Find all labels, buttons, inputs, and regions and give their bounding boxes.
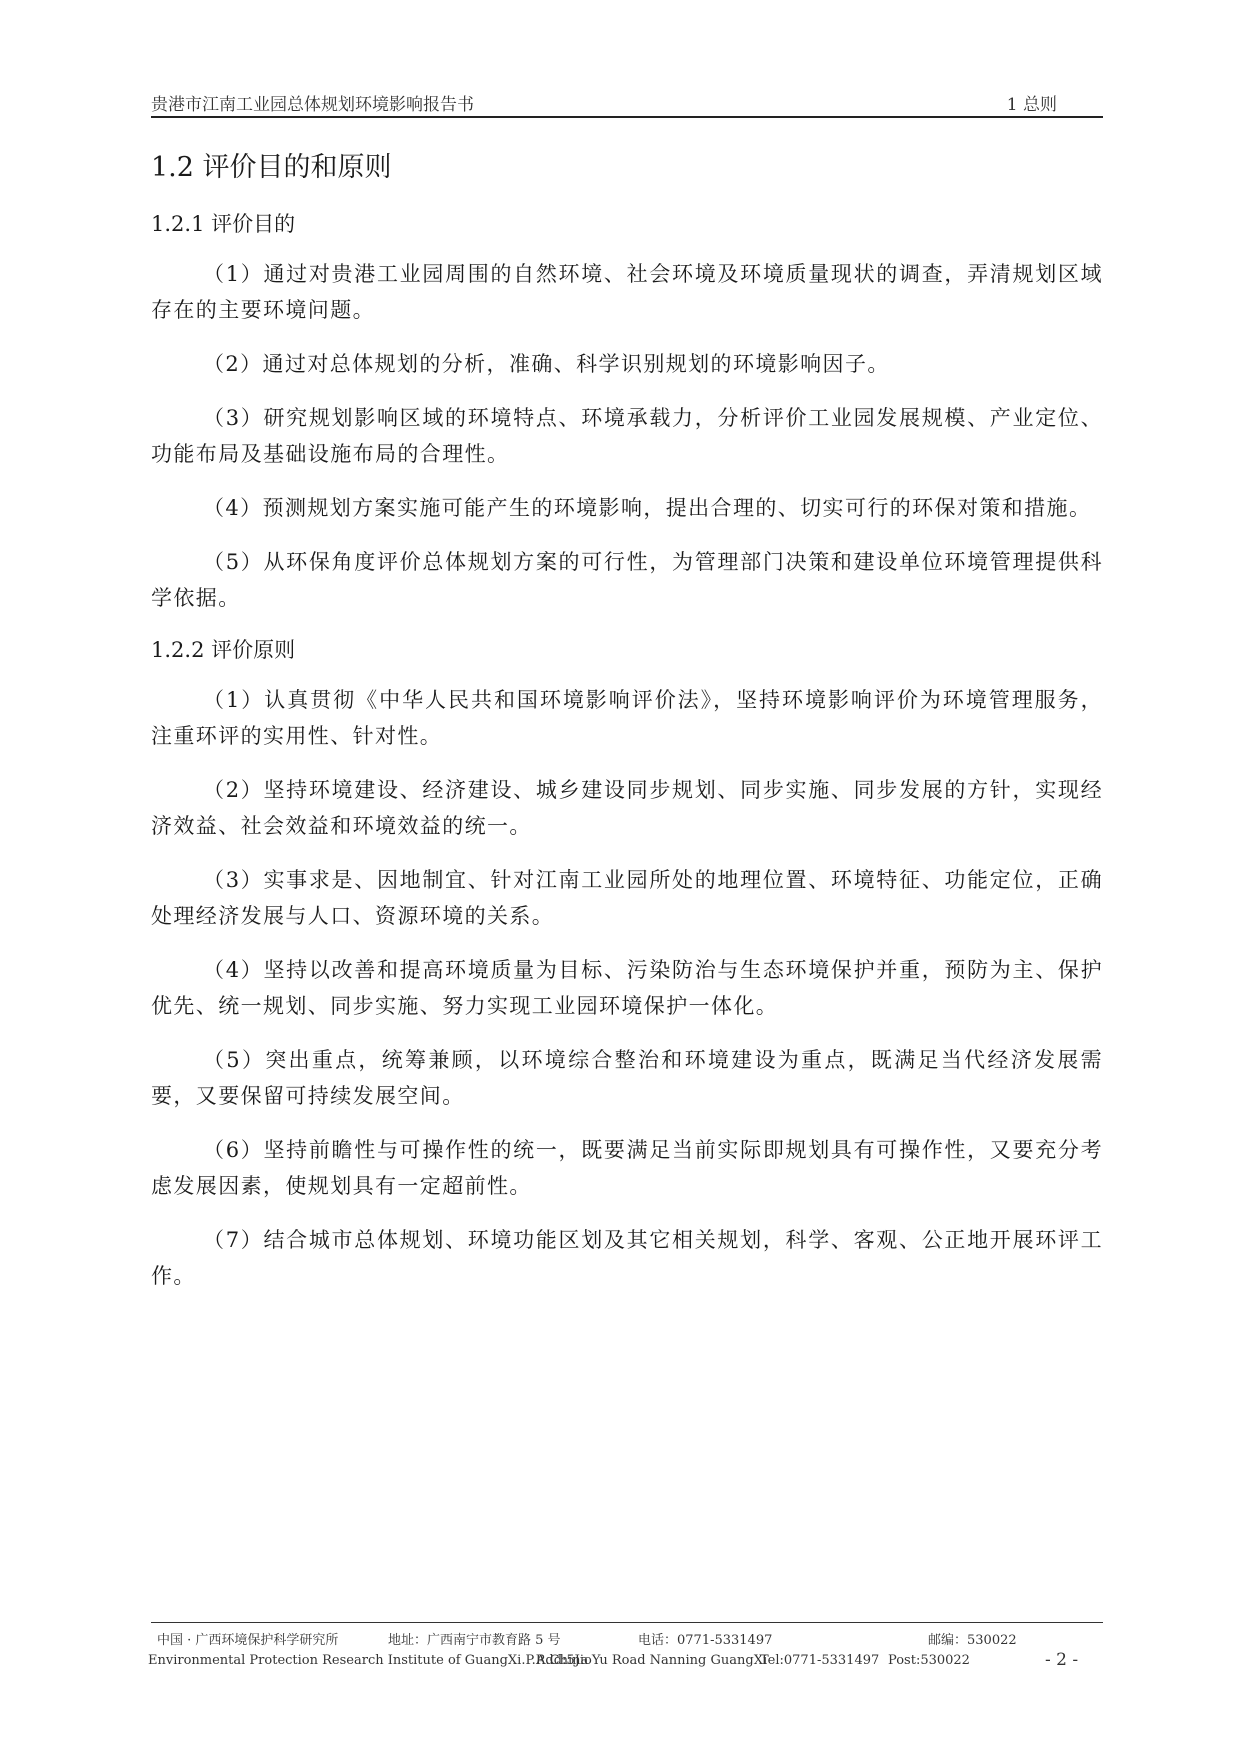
paragraph: （1）认真贯彻《中华人民共和国环境影响评价法》，坚持环境影响评价为环境管理服务，注重环评的实用性、针对性。 [151, 688, 1103, 748]
paragraph: （4）预测规划方案实施可能产生的环境影响，提出合理的、切实可行的环保对策和措施。 [203, 496, 1092, 520]
paragraph: （4）坚持以改善和提高环境质量为目标、污染防治与生态环境保护并重，预防为主、保护优先、统一规划、同步实施、努力实现工业园环境保护一体化。 [151, 958, 1103, 1018]
subsection-title-purpose: 1.2.1 评价目的 [151, 212, 296, 236]
footer-address-cn: 地址：广西南宁市教育路 5 号 [388, 1633, 561, 1648]
footer-phone-en: Tel:0771-5331497 [760, 1653, 880, 1668]
footer-postcode-en: Post:530022 [888, 1653, 970, 1668]
footer-address-en: Add:5JioYu Road Nanning GuangXi [536, 1653, 768, 1668]
footer-divider [151, 1622, 1103, 1623]
paragraph: （2）通过对总体规划的分析，准确、科学识别规划的环境影响因子。 [203, 352, 890, 376]
paragraph: （1）通过对贵港工业园周围的自然环境、社会环境及环境质量现状的调查，弄清规划区域存在的主要环境问题。 [151, 262, 1103, 322]
paragraph: （2）坚持环境建设、经济建设、城乡建设同步规划、同步实施、同步发展的方针，实现经济效益、社会效益和环境效益的统一。 [151, 778, 1103, 838]
section-title: 1.2 评价目的和原则 [151, 152, 392, 183]
page-header [151, 88, 1103, 118]
subsection-title-principles: 1.2.2 评价原则 [151, 638, 296, 662]
page-body [151, 148, 1103, 1294]
header-chapter: 1 总则 [1006, 95, 1057, 115]
footer-cn [151, 1629, 1103, 1649]
footer-phone-cn: 电话：0771-5331497 [638, 1633, 773, 1648]
footer-org-cn: 中国 · 广西环境保护科学研究所 [157, 1633, 339, 1648]
paragraph: （7）结合城市总体规划、环境功能区划及其它相关规划，科学、客观、公正地开展环评工作。 [151, 1228, 1103, 1288]
paragraph: （3）研究规划影响区域的环境特点、环境承载力，分析评价工业园发展规模、产业定位、功能布局及基础设施布局的合理性。 [151, 406, 1103, 466]
paragraph: （3）实事求是、因地制宜、针对江南工业园所处的地理位置、环境特征、功能定位，正确处理经济发展与人口、资源环境的关系。 [151, 868, 1103, 928]
paragraph: （6）坚持前瞻性与可操作性的统一，既要满足当前实际即规划具有可操作性，又要充分考虑发展因素，使规划具有一定超前性。 [151, 1138, 1103, 1198]
footer-postcode-cn: 邮编：530022 [928, 1633, 1017, 1648]
footer-en [148, 1650, 1108, 1675]
header-doc-title: 贵港市江南工业园总体规划环境影响报告书 [151, 95, 474, 115]
page-number: - 2 - [1045, 1650, 1079, 1670]
paragraph: （5）从环保角度评价总体规划方案的可行性，为管理部门决策和建设单位环境管理提供科学依据。 [151, 550, 1103, 610]
paragraph: （5）突出重点，统筹兼顾，以环境综合整治和环境建设为重点，既满足当代经济发展需要，又要保留可持续发展空间。 [151, 1048, 1103, 1108]
footer-org-en: Environmental Protection Research Institute of GuangXi.P.R.China [148, 1653, 589, 1668]
